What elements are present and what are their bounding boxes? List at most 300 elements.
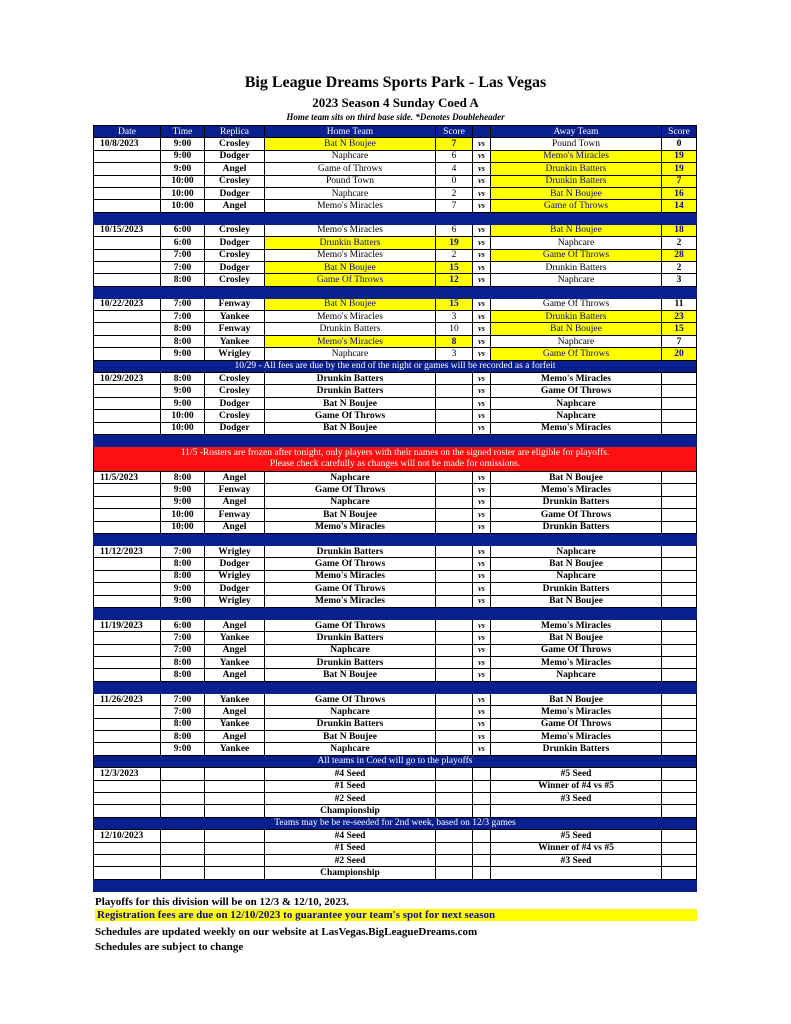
vs-cell: vs: [473, 583, 491, 595]
home-team: Memo's Miracles: [265, 570, 436, 582]
col-header-home-score: Score: [436, 126, 473, 138]
scheduled-game-row: [94, 397, 697, 409]
home-score: 3: [436, 348, 473, 360]
vs-cell: vs: [473, 545, 491, 557]
away-team: Memo's Miracles: [491, 619, 662, 631]
away-team: Game Of Throws: [491, 509, 662, 521]
home-score: [436, 669, 473, 681]
home-team: Bat N Boujee: [265, 397, 436, 409]
away-team: Bat N Boujee: [491, 224, 662, 236]
away-team: Bat N Boujee: [491, 187, 662, 199]
playoff-row: [94, 780, 697, 792]
scheduled-game-row: [94, 657, 697, 669]
game-date: [94, 249, 161, 261]
vs-cell: vs: [473, 743, 491, 755]
game-time: 8:00: [161, 323, 205, 335]
away-score: [662, 583, 697, 595]
vs-cell: [473, 805, 491, 817]
vs-cell: vs: [473, 298, 491, 310]
scheduled-game-row: [94, 583, 697, 595]
away-team: [491, 805, 662, 817]
game-time: 7:00: [161, 298, 205, 310]
game-row: [94, 323, 697, 335]
game-date: 11/19/2023: [94, 619, 161, 631]
game-time: [161, 792, 205, 804]
vs-cell: vs: [473, 410, 491, 422]
away-score: [662, 842, 697, 854]
roster-alert-line2: Please check carefully as changes will not be made for omissions.: [269, 458, 521, 469]
vs-cell: vs: [473, 731, 491, 743]
separator-row: [94, 212, 697, 224]
game-field: Wrigley: [205, 595, 265, 607]
scheduled-game-row: [94, 595, 697, 607]
vs-cell: vs: [473, 175, 491, 187]
home-score: [436, 471, 473, 483]
home-team: Naphcare: [265, 496, 436, 508]
game-date: [94, 397, 161, 409]
scheduled-game-row: [94, 509, 697, 521]
game-field: Crosley: [205, 274, 265, 286]
game-time: 8:00: [161, 570, 205, 582]
game-date: [94, 335, 161, 347]
game-time: 10:00: [161, 175, 205, 187]
vs-cell: vs: [473, 693, 491, 705]
game-field: Angel: [205, 706, 265, 718]
vs-cell: vs: [473, 521, 491, 533]
game-date: 12/10/2023: [94, 830, 161, 842]
away-team: Naphcare: [491, 335, 662, 347]
separator-row: [94, 879, 697, 891]
game-time: 7:00: [161, 311, 205, 323]
home-team: #1 Seed: [265, 842, 436, 854]
game-date: [94, 187, 161, 199]
home-team: Naphcare: [265, 743, 436, 755]
game-date: [94, 261, 161, 273]
home-score: [436, 385, 473, 397]
game-time: 6:00: [161, 237, 205, 249]
game-time: 8:00: [161, 558, 205, 570]
away-score: 2: [662, 237, 697, 249]
separator-cell: [94, 533, 697, 545]
game-date: [94, 558, 161, 570]
away-team: Memo's Miracles: [491, 150, 662, 162]
game-date: [94, 175, 161, 187]
game-field: Angel: [205, 471, 265, 483]
game-row: [94, 187, 697, 199]
away-score: 7: [662, 175, 697, 187]
vs-cell: [473, 768, 491, 780]
scheduled-game-row: [94, 632, 697, 644]
game-row: [94, 335, 697, 347]
away-team: Memo's Miracles: [491, 422, 662, 434]
away-score: 19: [662, 163, 697, 175]
vs-cell: vs: [473, 595, 491, 607]
away-score: [662, 632, 697, 644]
game-time: 9:00: [161, 484, 205, 496]
away-score: [662, 570, 697, 582]
game-field: Wrigley: [205, 348, 265, 360]
home-team: Memo's Miracles: [265, 311, 436, 323]
game-time: [161, 867, 205, 879]
vs-cell: vs: [473, 718, 491, 730]
away-score: 3: [662, 274, 697, 286]
home-score: [436, 657, 473, 669]
game-date: 12/3/2023: [94, 768, 161, 780]
game-time: 7:00: [161, 632, 205, 644]
game-date: [94, 323, 161, 335]
separator-cell: [94, 879, 697, 891]
game-time: 10:00: [161, 187, 205, 199]
home-team: Drunkin Batters: [265, 237, 436, 249]
game-date: [94, 706, 161, 718]
vs-cell: vs: [473, 200, 491, 212]
vs-cell: vs: [473, 558, 491, 570]
game-field: Fenway: [205, 484, 265, 496]
game-time: [161, 830, 205, 842]
away-team: Naphcare: [491, 397, 662, 409]
vs-cell: vs: [473, 496, 491, 508]
away-score: 15: [662, 323, 697, 335]
game-time: 10:00: [161, 521, 205, 533]
game-field: Angel: [205, 200, 265, 212]
game-time: 8:00: [161, 274, 205, 286]
game-field: Dodger: [205, 150, 265, 162]
away-score: [662, 619, 697, 631]
game-date: [94, 669, 161, 681]
home-score: [436, 805, 473, 817]
scheduled-game-row: [94, 496, 697, 508]
game-date: [94, 200, 161, 212]
vs-cell: vs: [473, 657, 491, 669]
scheduled-game-row: [94, 693, 697, 705]
home-team: Game Of Throws: [265, 693, 436, 705]
vs-cell: vs: [473, 706, 491, 718]
game-time: 9:00: [161, 595, 205, 607]
away-team: Bat N Boujee: [491, 632, 662, 644]
game-date: [94, 583, 161, 595]
vs-cell: vs: [473, 335, 491, 347]
game-time: 8:00: [161, 657, 205, 669]
away-team: Drunkin Batters: [491, 261, 662, 273]
game-date: [94, 632, 161, 644]
game-field: Wrigley: [205, 545, 265, 557]
game-date: 10/22/2023: [94, 298, 161, 310]
game-date: 11/12/2023: [94, 545, 161, 557]
game-field: Angel: [205, 731, 265, 743]
game-time: 8:00: [161, 731, 205, 743]
game-time: 10:00: [161, 410, 205, 422]
scheduled-game-row: [94, 484, 697, 496]
vs-cell: vs: [473, 323, 491, 335]
game-row: [94, 163, 697, 175]
away-score: [662, 521, 697, 533]
scheduled-game-row: [94, 558, 697, 570]
vs-cell: vs: [473, 422, 491, 434]
game-row: [94, 298, 697, 310]
home-team: Pound Town: [265, 175, 436, 187]
home-team: Drunkin Batters: [265, 632, 436, 644]
page-note: Home team sits on third base side. *Denotes Doubleheader: [286, 112, 505, 122]
vs-cell: vs: [473, 471, 491, 483]
vs-cell: vs: [473, 619, 491, 631]
away-score: 28: [662, 249, 697, 261]
col-header-home-team: Home Team: [265, 126, 436, 138]
home-team: #2 Seed: [265, 792, 436, 804]
home-team: Memo's Miracles: [265, 521, 436, 533]
home-score: [436, 509, 473, 521]
footer-disclaimer: Schedules are subject to change: [95, 941, 244, 953]
home-team: Game Of Throws: [265, 274, 436, 286]
away-score: [662, 780, 697, 792]
scheduled-game-row: [94, 706, 697, 718]
home-team: Naphcare: [265, 187, 436, 199]
home-score: [436, 743, 473, 755]
game-time: 6:00: [161, 224, 205, 236]
away-score: 19: [662, 150, 697, 162]
home-score: [436, 373, 473, 385]
away-team: Bat N Boujee: [491, 323, 662, 335]
home-team: #1 Seed: [265, 780, 436, 792]
scheduled-game-row: [94, 731, 697, 743]
away-score: 14: [662, 200, 697, 212]
game-field: Angel: [205, 496, 265, 508]
game-field: [205, 830, 265, 842]
game-field: Dodger: [205, 422, 265, 434]
home-team: Game Of Throws: [265, 619, 436, 631]
away-score: [662, 805, 697, 817]
home-score: 0: [436, 175, 473, 187]
game-time: 10:00: [161, 200, 205, 212]
away-team: Game Of Throws: [491, 348, 662, 360]
home-team: Naphcare: [265, 706, 436, 718]
game-time: [161, 805, 205, 817]
scheduled-game-row: [94, 545, 697, 557]
home-team: Drunkin Batters: [265, 323, 436, 335]
home-team: Memo's Miracles: [265, 224, 436, 236]
away-score: 18: [662, 224, 697, 236]
game-date: [94, 867, 161, 879]
vs-cell: vs: [473, 669, 491, 681]
home-team: Bat N Boujee: [265, 138, 436, 150]
home-score: 12: [436, 274, 473, 286]
vs-cell: vs: [473, 274, 491, 286]
game-field: Yankee: [205, 718, 265, 730]
game-field: Yankee: [205, 335, 265, 347]
away-score: [662, 644, 697, 656]
away-score: 16: [662, 187, 697, 199]
away-team: Bat N Boujee: [491, 471, 662, 483]
scheduled-game-row: [94, 385, 697, 397]
game-row: [94, 274, 697, 286]
away-score: [662, 693, 697, 705]
game-date: [94, 595, 161, 607]
col-header-away-team: Away Team: [491, 126, 662, 138]
home-score: 7: [436, 138, 473, 150]
home-team: Bat N Boujee: [265, 509, 436, 521]
away-team: #3 Seed: [491, 854, 662, 866]
vs-cell: vs: [473, 373, 491, 385]
scheduled-game-row: [94, 521, 697, 533]
home-score: [436, 619, 473, 631]
game-time: 10:00: [161, 422, 205, 434]
home-team: Drunkin Batters: [265, 373, 436, 385]
col-header-away-score: Score: [662, 126, 697, 138]
away-score: [662, 657, 697, 669]
home-score: 10: [436, 323, 473, 335]
game-row: [94, 200, 697, 212]
game-field: Dodger: [205, 583, 265, 595]
game-field: Angel: [205, 163, 265, 175]
game-time: 9:00: [161, 397, 205, 409]
scheduled-game-row: [94, 422, 697, 434]
game-field: Crosley: [205, 175, 265, 187]
game-date: [94, 484, 161, 496]
away-score: 20: [662, 348, 697, 360]
away-team: Winner of #4 vs #5: [491, 842, 662, 854]
game-date: [94, 509, 161, 521]
footer-website: Schedules are updated weekly on our website at LasVegas.BigLeagueDreams.com: [95, 926, 478, 938]
game-date: [94, 422, 161, 434]
playoff-row: [94, 768, 697, 780]
home-score: 6: [436, 150, 473, 162]
game-date: 11/26/2023: [94, 693, 161, 705]
page-subtitle: 2023 Season 4 Sunday Coed A: [312, 95, 479, 110]
away-team: Naphcare: [491, 669, 662, 681]
notice-text: 10/29 - All fees are due by the end of the night or games will be recorded as a forfeit: [94, 360, 697, 372]
game-time: 6:00: [161, 619, 205, 631]
scheduled-game-row: [94, 570, 697, 582]
vs-cell: [473, 842, 491, 854]
game-field: Dodger: [205, 187, 265, 199]
home-score: [436, 867, 473, 879]
game-time: 7:00: [161, 261, 205, 273]
separator-cell: [94, 607, 697, 619]
home-score: [436, 830, 473, 842]
roster-alert: [94, 446, 697, 471]
away-score: [662, 496, 697, 508]
game-row: [94, 249, 697, 261]
vs-cell: vs: [473, 397, 491, 409]
away-team: Bat N Boujee: [491, 693, 662, 705]
game-time: 9:00: [161, 163, 205, 175]
game-field: Wrigley: [205, 570, 265, 582]
home-team: #4 Seed: [265, 768, 436, 780]
game-time: 9:00: [161, 150, 205, 162]
home-score: [436, 422, 473, 434]
roster-alert-row: [94, 446, 697, 471]
home-score: [436, 545, 473, 557]
home-team: Game Of Throws: [265, 583, 436, 595]
vs-cell: vs: [473, 509, 491, 521]
game-date: [94, 780, 161, 792]
away-score: [662, 595, 697, 607]
home-team: Game Of Throws: [265, 558, 436, 570]
vs-cell: vs: [473, 249, 491, 261]
page-title: Big League Dreams Sports Park - Las Vegas: [244, 74, 547, 91]
game-time: 7:00: [161, 706, 205, 718]
away-score: [662, 669, 697, 681]
game-field: Yankee: [205, 311, 265, 323]
home-score: [436, 706, 473, 718]
scheduled-game-row: [94, 471, 697, 483]
scheduled-game-row: [94, 669, 697, 681]
home-score: [436, 731, 473, 743]
game-field: Dodger: [205, 558, 265, 570]
game-field: Yankee: [205, 632, 265, 644]
vs-cell: vs: [473, 138, 491, 150]
col-header-time: Time: [161, 126, 205, 138]
schedule-table: [93, 125, 697, 892]
header-row: [94, 126, 697, 138]
home-team: #4 Seed: [265, 830, 436, 842]
game-field: Fenway: [205, 323, 265, 335]
away-score: 23: [662, 311, 697, 323]
away-team: Winner of #4 vs #5: [491, 780, 662, 792]
schedule-body: [94, 138, 697, 891]
vs-cell: vs: [473, 311, 491, 323]
home-score: 7: [436, 200, 473, 212]
home-team: Drunkin Batters: [265, 385, 436, 397]
game-time: 7:00: [161, 693, 205, 705]
vs-cell: vs: [473, 261, 491, 273]
away-score: [662, 731, 697, 743]
vs-cell: vs: [473, 644, 491, 656]
game-time: [161, 854, 205, 866]
notice-text: Teams may be be re-seeded for 2nd week, based on 12/3 games: [94, 817, 697, 829]
game-field: Angel: [205, 669, 265, 681]
vs-cell: [473, 867, 491, 879]
away-score: [662, 558, 697, 570]
away-score: [662, 410, 697, 422]
away-score: [662, 471, 697, 483]
game-date: [94, 150, 161, 162]
game-time: 8:00: [161, 335, 205, 347]
home-team: Game Of Throws: [265, 484, 436, 496]
home-score: [436, 583, 473, 595]
game-time: [161, 768, 205, 780]
away-score: [662, 385, 697, 397]
home-team: Naphcare: [265, 644, 436, 656]
away-team: Drunkin Batters: [491, 496, 662, 508]
playoff-row: [94, 854, 697, 866]
game-date: [94, 385, 161, 397]
game-time: 7:00: [161, 249, 205, 261]
scheduled-game-row: [94, 619, 697, 631]
col-header-replica: Replica: [205, 126, 265, 138]
away-score: [662, 373, 697, 385]
away-team: Drunkin Batters: [491, 163, 662, 175]
game-date: [94, 237, 161, 249]
game-date: [94, 496, 161, 508]
game-field: [205, 780, 265, 792]
game-date: [94, 163, 161, 175]
col-header-date: Date: [94, 126, 161, 138]
vs-cell: vs: [473, 570, 491, 582]
separator-cell: [94, 681, 697, 693]
separator-row: [94, 607, 697, 619]
away-team: Memo's Miracles: [491, 657, 662, 669]
playoff-row: [94, 805, 697, 817]
home-score: [436, 780, 473, 792]
away-score: [662, 422, 697, 434]
game-field: Yankee: [205, 743, 265, 755]
game-date: [94, 570, 161, 582]
away-team: Game Of Throws: [491, 298, 662, 310]
away-team: Bat N Boujee: [491, 558, 662, 570]
away-score: [662, 854, 697, 866]
game-date: 10/29/2023: [94, 373, 161, 385]
notice-row: [94, 755, 697, 767]
